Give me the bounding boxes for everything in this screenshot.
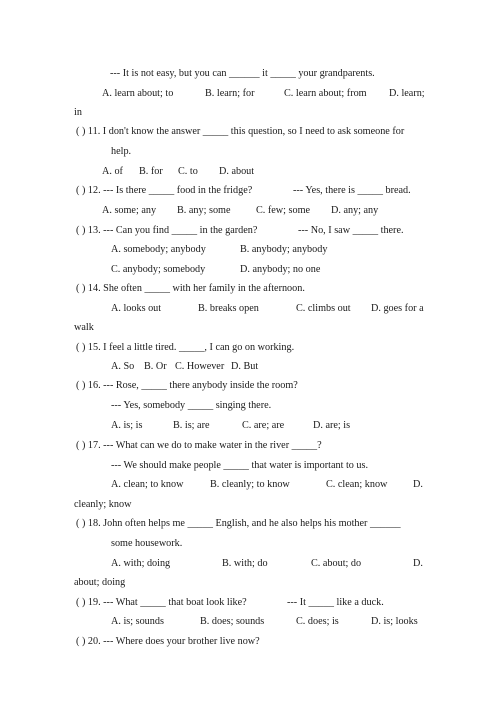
q13-option-a: A. somebody; anybody <box>111 244 206 255</box>
q17-stem-continued: --- We should make people _____ that water is important to us. <box>111 460 369 471</box>
q14-option-d: D. goes for a <box>371 303 424 314</box>
q18-wrap: about; doing <box>74 577 126 588</box>
q17-stem: ( ) 17. --- What can we do to make water in the river _____? <box>76 440 322 451</box>
q16-option-b: B. is; are <box>173 420 210 431</box>
q11-option-c: C. to <box>178 166 198 177</box>
q19-option-b: B. does; sounds <box>200 616 265 627</box>
q18-stem: ( ) 18. John often helps me _____ English, and he also helps his mother ______ <box>76 518 401 529</box>
q16-options <box>0 420 500 432</box>
q11-option-a: A. of <box>102 166 123 177</box>
q18-option-a: A. with; doing <box>111 558 171 569</box>
q13-reply: --- No, I saw _____ there. <box>298 225 404 236</box>
q11-option-b: B. for <box>139 166 163 177</box>
q19-reply: --- It _____ like a duck. <box>287 597 384 608</box>
q18-stem-continued: some housework. <box>111 538 183 549</box>
q14-options <box>0 303 500 315</box>
q18-option-d: D. <box>413 558 423 569</box>
q12-option-a: A. some; any <box>102 205 157 216</box>
q15-option-c: C. However <box>175 361 225 372</box>
q12-option-c: C. few; some <box>256 205 311 216</box>
q13-option-c: C. anybody; somebody <box>111 264 206 275</box>
q12-option-b: B. any; some <box>177 205 231 216</box>
q17-option-a: A. clean; to know <box>111 479 184 490</box>
q16-option-c: C. are; are <box>242 420 285 431</box>
q13-options-row2 <box>0 264 500 276</box>
q12-stem-row <box>0 185 500 197</box>
q16-option-d: D. are; is <box>313 420 351 431</box>
q13-option-b: B. anybody; anybody <box>240 244 328 255</box>
q19-options <box>0 616 500 628</box>
q12-options <box>0 205 500 217</box>
q20-stem: ( ) 20. --- Where does your brother live now? <box>76 636 260 647</box>
q11-stem: ( ) 11. I don't know the answer _____ this question, so I need to ask someone for <box>76 126 405 137</box>
q18-options <box>0 558 500 570</box>
q10-wrap: in <box>74 107 82 118</box>
q10-options <box>0 88 500 100</box>
q12-reply: --- Yes, there is _____ bread. <box>293 185 411 196</box>
q18-option-c: C. about; do <box>311 558 362 569</box>
q11-option-d: D. about <box>219 166 255 177</box>
q10-stem: --- It is not easy, but you can ______ it _____ your grandparents. <box>110 68 375 79</box>
q13-stem: ( ) 13. --- Can you find _____ in the garden? <box>76 225 258 236</box>
q17-option-c: C. clean; know <box>326 479 388 490</box>
q10-option-d: D. learn; <box>389 88 425 99</box>
q15-options <box>0 361 500 373</box>
q11-options <box>0 166 500 178</box>
q15-option-a: A. So <box>111 361 135 372</box>
q10-option-a: A. learn about; to <box>102 88 174 99</box>
q16-stem: ( ) 16. --- Rose, _____ there anybody inside the room? <box>76 380 298 391</box>
q10-option-c: C. learn about; from <box>284 88 367 99</box>
q16-stem-continued: --- Yes, somebody _____ singing there. <box>111 400 272 411</box>
q17-wrap: cleanly; know <box>74 499 132 510</box>
q19-stem: ( ) 19. --- What _____ that boat look like? <box>76 597 247 608</box>
q18-option-b: B. with; do <box>222 558 268 569</box>
q11-stem-continued: help. <box>111 146 132 157</box>
q19-option-a: A. is; sounds <box>111 616 164 627</box>
q19-stem-row <box>0 597 500 609</box>
q15-stem: ( ) 15. I feel a little tired. _____, I can go on working. <box>76 342 295 353</box>
q13-options-row1 <box>0 244 500 256</box>
q17-option-d: D. <box>413 479 423 490</box>
q13-option-d: D. anybody; no one <box>240 264 321 275</box>
q14-wrap: walk <box>74 322 94 333</box>
q17-options <box>0 479 500 491</box>
q13-stem-row <box>0 225 500 237</box>
q19-option-c: C. does; is <box>296 616 339 627</box>
q12-option-d: D. any; any <box>331 205 379 216</box>
q12-stem: ( ) 12. --- Is there _____ food in the fridge? <box>76 185 253 196</box>
q14-option-a: A. looks out <box>111 303 162 314</box>
q14-option-b: B. breaks open <box>198 303 259 314</box>
q14-option-c: C. climbs out <box>296 303 351 314</box>
q19-option-d: D. is; looks <box>371 616 418 627</box>
q17-option-b: B. cleanly; to know <box>210 479 290 490</box>
q16-option-a: A. is; is <box>111 420 143 431</box>
q15-option-b: B. Or <box>144 361 167 372</box>
q14-stem: ( ) 14. She often _____ with her family in the afternoon. <box>76 283 305 294</box>
q10-option-b: B. learn; for <box>205 88 255 99</box>
q15-option-d: D. But <box>231 361 259 372</box>
